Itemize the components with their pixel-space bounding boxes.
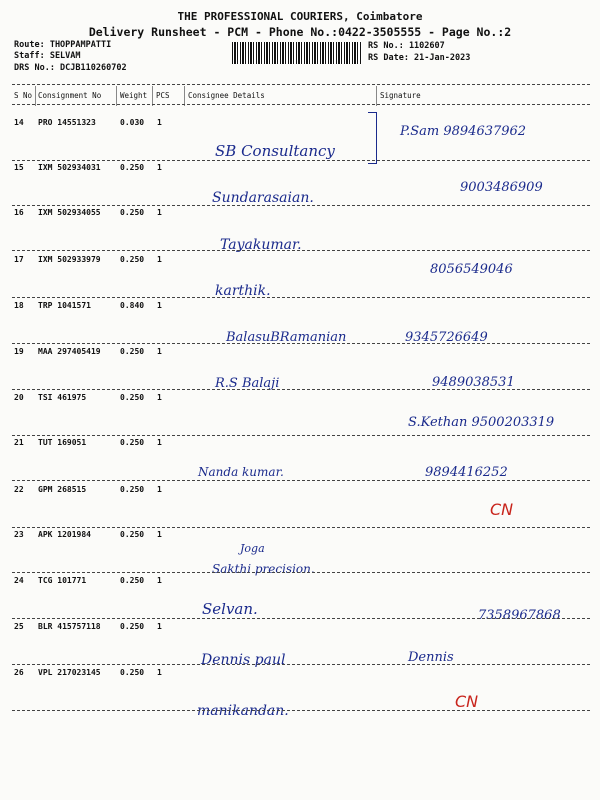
row-divider [12, 297, 590, 298]
row-sno: 14 [14, 118, 24, 127]
row-signature: P.Sam 9894637962 [400, 124, 527, 139]
row-divider [12, 480, 590, 481]
row-pcs: 1 [157, 347, 162, 356]
row-consignee-handwriting: Sundarasaian. [212, 190, 314, 206]
row-consignee-handwriting: Selvan. [202, 600, 258, 618]
row-consignee-handwriting: Sakthi precision. [212, 562, 315, 576]
row-weight: 0.250 [120, 622, 145, 631]
row-consignment: TRP 1041571 [38, 301, 91, 310]
row-pcs: 1 [157, 622, 162, 631]
row-weight: 0.250 [120, 485, 145, 494]
row-consignee-handwriting: Tayakumar. [220, 237, 302, 253]
col-divider [116, 86, 117, 106]
signature-bracket [368, 112, 377, 164]
row-weight: 0.250 [120, 255, 145, 264]
row-sno: 15 [14, 163, 24, 172]
col-divider [152, 86, 153, 106]
row-consignee-handwriting: BalasuBRamanian [226, 330, 347, 345]
row-consignee-handwriting: SB Consultancy [215, 142, 335, 160]
row-consignment: VPL 217023145 [38, 668, 101, 677]
row-cn-mark: CN [455, 692, 479, 711]
col-weight: Weight [120, 91, 148, 100]
row-consignment: TCG 101771 [38, 576, 87, 585]
row-weight: 0.250 [120, 208, 145, 217]
row-sno: 22 [14, 485, 24, 494]
document-title: THE PROFESSIONAL COURIERS, Coimbatore [177, 10, 423, 23]
col-consignee: Consignee Details [188, 91, 265, 100]
row-consignment: IXM 502933979 [38, 255, 101, 264]
row-divider [12, 618, 590, 619]
row-signature: 9894416252 [425, 465, 508, 480]
row-divider [12, 572, 590, 573]
row-signature: Dennis [408, 650, 454, 665]
row-pcs: 1 [157, 118, 162, 127]
col-consignment: Consignment No [38, 91, 102, 100]
row-consignment: IXM 502934055 [38, 208, 101, 217]
row-sno: 18 [14, 301, 24, 310]
row-consignee-handwriting: karthik. [215, 283, 271, 299]
row-signature: 9003486909 [460, 180, 543, 195]
row-weight: 0.840 [120, 301, 145, 310]
header-divider-top [12, 84, 590, 85]
row-sno: 25 [14, 622, 24, 631]
row-consignee-handwriting: Nanda kumar. [198, 465, 284, 479]
row-divider [12, 160, 590, 161]
row-consignee-handwriting: Dennis paul [201, 652, 286, 668]
col-signature: Signature [380, 91, 421, 100]
col-divider [35, 86, 36, 106]
row-pcs: 1 [157, 393, 162, 402]
row-consignment: TUT 169051 [38, 438, 87, 447]
row-sno: 23 [14, 530, 24, 539]
row-divider [12, 435, 590, 436]
row-weight: 0.250 [120, 438, 145, 447]
row-divider [12, 343, 590, 344]
rs-number: RS No.: 1102607 [368, 41, 445, 51]
row-weight: 0.250 [120, 668, 145, 677]
row-consignment: GPM 268515 [38, 485, 87, 494]
row-cn-mark: CN [490, 500, 514, 519]
row-sno: 26 [14, 668, 24, 677]
row-signature: 7358967868 [478, 608, 561, 623]
row-consignee-handwriting: R.S Balaji [215, 376, 280, 391]
row-sno: 16 [14, 208, 24, 217]
row-consignment: APK 1201984 [38, 530, 91, 539]
row-sno: 17 [14, 255, 24, 264]
row-divider [12, 250, 590, 251]
row-signature: S.Kethan 9500203319 [408, 415, 555, 430]
row-consignment: TSI 461975 [38, 393, 87, 402]
row-weight: 0.250 [120, 163, 145, 172]
row-weight: 0.250 [120, 347, 145, 356]
row-sno: 20 [14, 393, 24, 402]
row-weight: 0.250 [120, 530, 145, 539]
row-sno: 24 [14, 576, 24, 585]
handwritten-note: Joga [240, 542, 265, 555]
col-sno: S No [14, 91, 33, 100]
col-pcs: PCS [156, 91, 170, 100]
row-signature: 9345726649 [405, 330, 488, 345]
route-label: Route: THOPPAMPATTI [14, 40, 112, 50]
runsheet-subtitle: Delivery Runsheet - PCM - Phone No.:0422-3505555 - Page No.:2 [88, 25, 512, 39]
row-pcs: 1 [157, 163, 162, 172]
row-divider [12, 527, 590, 528]
barcode [232, 42, 362, 64]
row-weight: 0.250 [120, 576, 145, 585]
row-pcs: 1 [157, 668, 162, 677]
row-divider [12, 710, 590, 711]
row-signature: 8056549046 [430, 262, 513, 277]
row-pcs: 1 [157, 530, 162, 539]
row-consignment: IXM 502934031 [38, 163, 101, 172]
row-signature: 9489038531 [432, 375, 515, 390]
row-pcs: 1 [157, 576, 162, 585]
row-pcs: 1 [157, 255, 162, 264]
row-divider [12, 205, 590, 206]
row-weight: 0.030 [120, 118, 145, 127]
row-pcs: 1 [157, 301, 162, 310]
row-divider [12, 664, 590, 665]
row-consignee-handwriting: manikandan. [197, 703, 289, 719]
row-sno: 21 [14, 438, 24, 447]
staff-label: Staff: SELVAM [14, 51, 81, 61]
row-pcs: 1 [157, 208, 162, 217]
row-pcs: 1 [157, 485, 162, 494]
row-divider [12, 389, 590, 390]
row-consignment: PRO 14551323 [38, 118, 96, 127]
row-consignment: MAA 297405419 [38, 347, 101, 356]
row-pcs: 1 [157, 438, 162, 447]
row-consignment: BLR 415757118 [38, 622, 101, 631]
drs-number: DRS No.: DCJB110260702 [14, 63, 127, 73]
col-divider [376, 86, 377, 106]
rs-date: RS Date: 21-Jan-2023 [368, 53, 471, 63]
row-sno: 19 [14, 347, 24, 356]
col-divider [184, 86, 185, 106]
header-divider-bottom [12, 104, 590, 105]
row-weight: 0.250 [120, 393, 145, 402]
